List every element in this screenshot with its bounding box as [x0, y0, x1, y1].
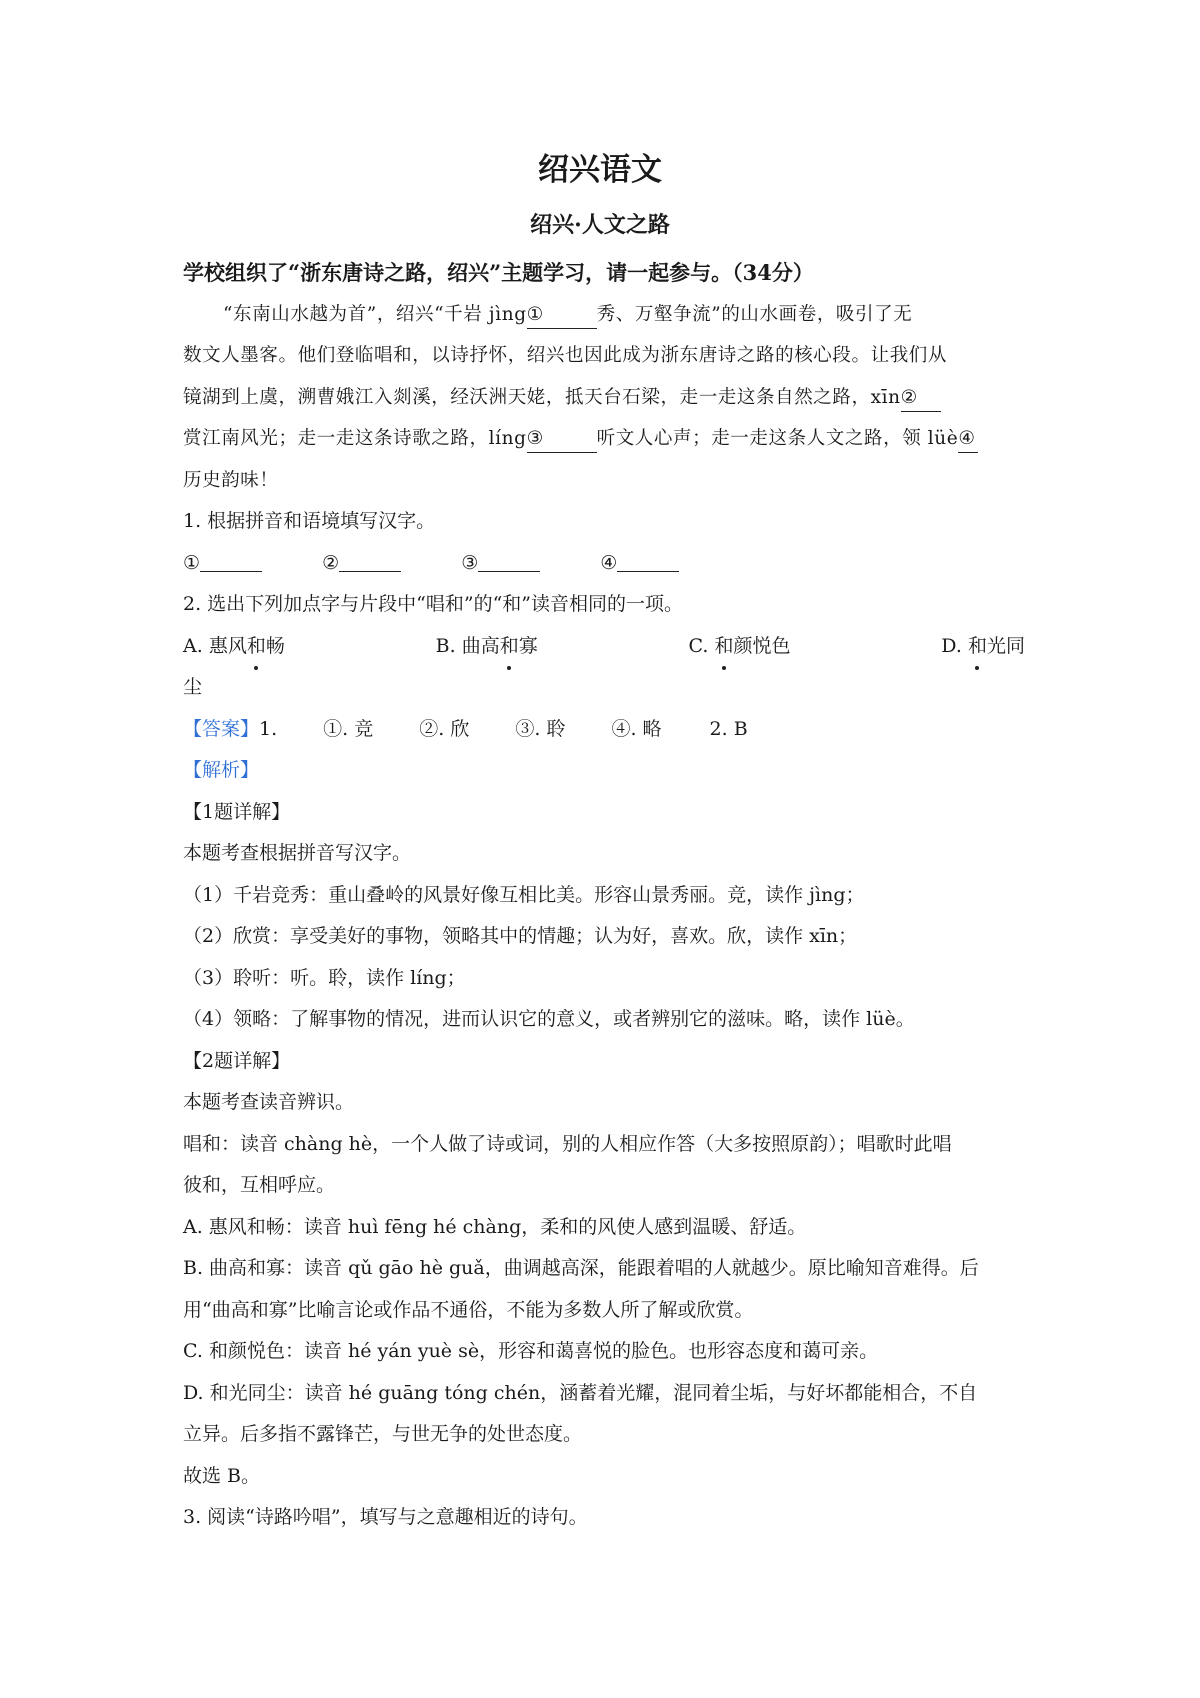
passage-line: [183, 377, 1025, 419]
q1-detail-item: （1）千岩竞秀：重山叠岭的风景好像互相比美。形容山景秀丽。竞，读作 jìng；: [183, 883, 865, 906]
question-2-options: [183, 626, 1025, 668]
passage: [183, 294, 1025, 502]
answer-label: 【答案】: [183, 717, 260, 740]
question-2: 2. 选出下列加点字与片段中“唱和”的“和”读音相同的一项。: [183, 593, 684, 615]
q2-detail-text: 唱和：读音 chàng hè，一个人做了诗或词，别的人相应作答（大多按照原韵）；唱歌时此唱: [183, 1132, 952, 1155]
fill-blank: ③: [527, 426, 597, 453]
answer-item: ②. 欣: [419, 717, 470, 740]
dotted-char: 和: [968, 626, 987, 668]
blank-label: ④: [600, 551, 618, 574]
option-letter: A.: [183, 634, 203, 657]
q1-detail-heading: 【1题详解】: [183, 800, 291, 823]
option-a: [183, 626, 285, 668]
passage-line: 历史韵味！: [183, 469, 279, 491]
option-text: 光同: [986, 634, 1025, 657]
question-1: 1. 根据拼音和语境填写汉字。: [183, 510, 436, 532]
answer-blank[interactable]: [200, 549, 262, 572]
q2-detail-text: 彼和，互相呼应。: [183, 1174, 336, 1196]
dotted-char: 和: [247, 626, 266, 668]
page-subtitle: 绍兴·人文之路: [530, 212, 670, 238]
q1-detail-item: （2）欣赏：享受美好的事物，领略其中的情趣；认为好，喜欢。欣，读作 xīn；: [183, 925, 858, 947]
option-letter: B.: [435, 634, 456, 657]
passage-text: 赏江南风光；走一走这条诗歌之路，líng: [183, 428, 527, 449]
passage-line: [183, 294, 1025, 336]
answer-line: [183, 709, 1025, 751]
dotted-char: 和: [714, 626, 733, 668]
answer-blanks: [183, 543, 1025, 585]
q2-detail-option-b: B. 曲高和寡：读音 qǔ gāo hè guǎ，曲调越高深，能跟着唱的人就越少。原比喻知音难得。后: [183, 1257, 979, 1279]
q2-detail-option-d: D. 和光同尘：读音 hé guāng tóng chén，涵蓄着光耀，混同着尘垢，与好坏都能相合，不自: [183, 1381, 978, 1404]
question-3: 3. 阅读“诗路吟唱”，填写与之意趣相近的诗句。: [183, 1506, 588, 1528]
answer-blank[interactable]: [339, 549, 401, 572]
fill-blank: ①: [527, 302, 597, 329]
option-text: 寡: [518, 634, 538, 657]
blank-label: ②: [322, 551, 340, 574]
answer-prefix: 1.: [259, 717, 278, 740]
q2-detail-heading: 【2题详解】: [183, 1049, 291, 1072]
option-letter: C.: [688, 634, 709, 657]
document-body: [183, 252, 1025, 1539]
q1-detail-intro: 本题考查根据拼音写汉字。: [183, 842, 412, 864]
option-text: 畅: [265, 634, 285, 657]
passage-line: 数文人墨客。他们登临唱和，以诗抒怀，绍兴也因此成为浙东唐诗之路的核心段。让我们从: [183, 345, 948, 366]
blank-label: ①: [183, 551, 201, 574]
dotted-char: 和: [500, 626, 519, 668]
option-d: [941, 626, 1025, 668]
q2-detail-option-a: A. 惠风和畅：读音 huì fēng hé chàng，柔和的风使人感到温暖、舒适。: [183, 1215, 807, 1238]
q2-detail-option-b: 用“曲高和寡”比喻言论或作品不通俗，不能为多数人所了解或欣赏。: [183, 1298, 754, 1321]
section-heading: 学校组织了“浙东唐诗之路，绍兴”主题学习，请一起参与。（34分）: [183, 260, 814, 285]
answer-item: ①. 竞: [323, 717, 374, 740]
q2-detail-option-c: C. 和颜悦色：读音 hé yán yuè sè，形容和蔼喜悦的脸色。也形容态度和蔼可亲。: [183, 1340, 879, 1362]
option-text: 颜悦色: [733, 634, 791, 657]
q2-detail-option-d: 立异。后多指不露锋芒，与世无争的处世态度。: [183, 1423, 583, 1445]
option-wrap: 尘: [183, 676, 203, 698]
q2-detail-intro: 本题考查读音辨识。: [183, 1091, 355, 1113]
answer-q2: 2. B: [709, 717, 748, 740]
answer-blank[interactable]: [478, 549, 540, 572]
page-title: 绍兴语文: [538, 152, 662, 188]
answer-blank[interactable]: [617, 549, 679, 572]
q1-detail-item: （3）聆听：听。聆，读作 líng；: [183, 966, 466, 989]
analysis-label: 【解析】: [183, 759, 260, 781]
fill-blank: ④: [958, 426, 978, 453]
passage-text: 镜湖到上虞，溯曹娥江入剡溪，经沃洲天姥，抵天台石梁，走一走这条自然之路，xīn: [183, 386, 901, 408]
passage-line: [183, 418, 1025, 460]
option-text: 惠风: [208, 634, 247, 657]
passage-text: “东南山水越为首”，绍兴“千岩 jìng: [223, 303, 527, 325]
blank-label: ③: [461, 551, 479, 574]
answer-item: ④. 略: [611, 717, 662, 740]
fill-blank: ②: [901, 385, 941, 412]
option-text: 曲高: [461, 634, 500, 657]
passage-text: 听文人心声；走一走这条人文之路，领 lüè: [596, 428, 959, 449]
option-b: [436, 626, 538, 668]
q2-conclusion: 故选 B。: [183, 1464, 261, 1487]
option-c: [689, 626, 791, 668]
q1-detail-item: （4）领略：了解事物的情况，进而认识它的意义，或者辨别它的滋味。略，读作 lüè。: [183, 1008, 915, 1030]
passage-text: 秀、万壑争流”的山水画卷，吸引了无: [596, 303, 913, 325]
option-letter: D.: [941, 634, 962, 657]
answer-item: ③. 聆: [515, 717, 566, 740]
